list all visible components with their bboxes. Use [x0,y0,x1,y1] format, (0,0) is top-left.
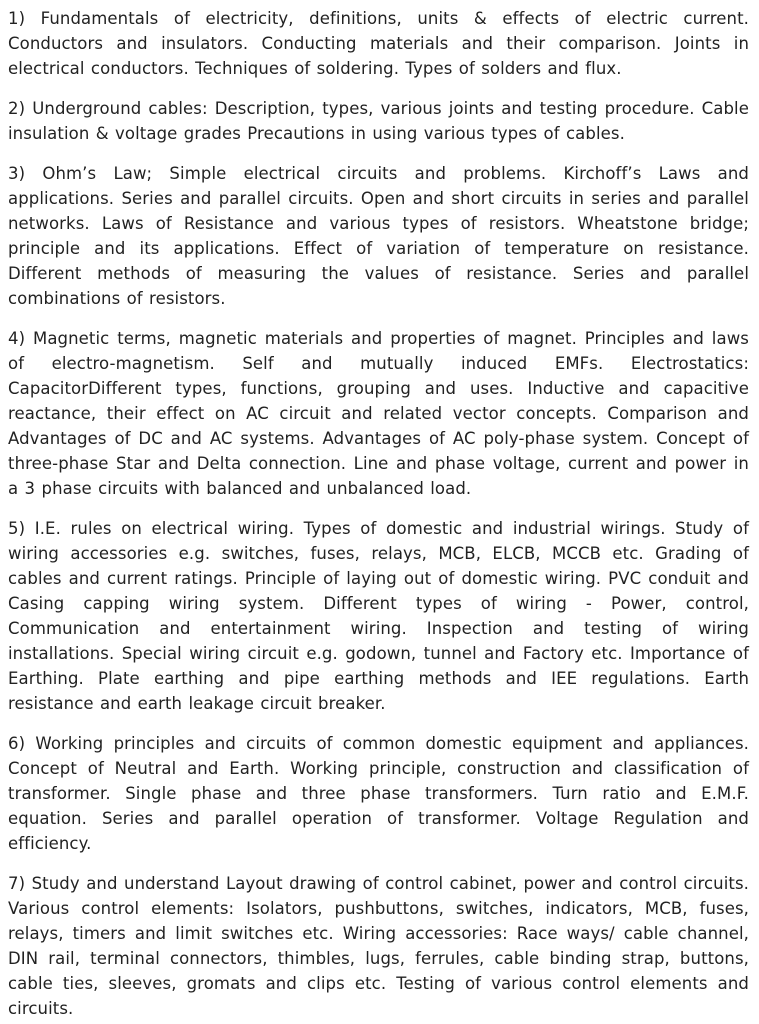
paragraph-fundamentals-of-electricity: 1) Fundamentals of electricity, definitions, units & effects of electric current. Conductors and insulators. Conducting materials and their comparison. Joints in electrical conductors. Techniques of soldering. Types of solders and flux. [8,9,749,78]
paragraph-control-cabinet-layout: 7) Study and understand Layout drawing of control cabinet, power and control circuits. Various control elements: Isolators, pushbuttons, switches, indicators, MCB, fuses, relays, timers and limit switches etc. Wiring accessories: Race ways/ cable channel, DIN rail, terminal connectors, thimbles, lugs, ferrules, cable binding strap, buttons, cable ties, sleeves, gromats and clips etc. Testing of various control elements and circuits. [8,874,749,1018]
paragraph-underground-cables: 2) Underground cables: Description, types, various joints and testing procedure. Cable insulation & voltage grades Precautions in using various types of cables. [8,99,749,143]
paragraph-electrical-wiring-rules: 5) I.E. rules on electrical wiring. Types of domestic and industrial wirings. Study of wiring accessories e.g. switches, fuses, relays, MCB, ELCB, MCCB etc. Grading of cables and current ratings. Principle of laying out of domestic wiring. PVC conduit and Casing capping wiring system. Different types of wiring - Power, control, Communication and entertainment wiring. Inspection and testing of wiring installations. Special wiring circuit e.g. godown, tunnel and Factory etc. Importance of Earthing. Plate earthing and pipe earthing methods and IEE regulations. Earth resistance and earth leakage circuit breaker. [8,519,749,713]
paragraph-ohms-law-circuits: 3) Ohm’s Law; Simple electrical circuits and problems. Kirchoff’s Laws and applications. Series and parallel circuits. Open and short circuits in series and parallel networks. Laws of Resistance and various types of resistors. Wheatstone bridge; principle and its applications. Effect of variation of temperature on resistance. Different methods of measuring the values of resistance. Series and parallel combinations of resistors. [8,164,749,308]
paragraph-domestic-equipment-transformer: 6) Working principles and circuits of common domestic equipment and appliances. Concept of Neutral and Earth. Working principle, construction and classification of transformer. Single phase and three phase transformers. Turn ratio and E.M.F. equation. Series and parallel operation of transformer. Voltage Regulation and efficiency. [8,734,749,853]
paragraph-magnetism-ac-dc: 4) Magnetic terms, magnetic materials and properties of magnet. Principles and laws of electro-magnetism. Self and mutually induced EMFs. Electrostatics: CapacitorDifferent types, functions, grouping and uses. Inductive and capacitive reactance, their effect on AC circuit and related vector concepts. Comparison and Advantages of DC and AC systems. Advantages of AC poly-phase system. Concept of three-phase Star and Delta connection. Line and phase voltage, current and power in a 3 phase circuits with balanced and unbalanced load. [8,329,749,498]
